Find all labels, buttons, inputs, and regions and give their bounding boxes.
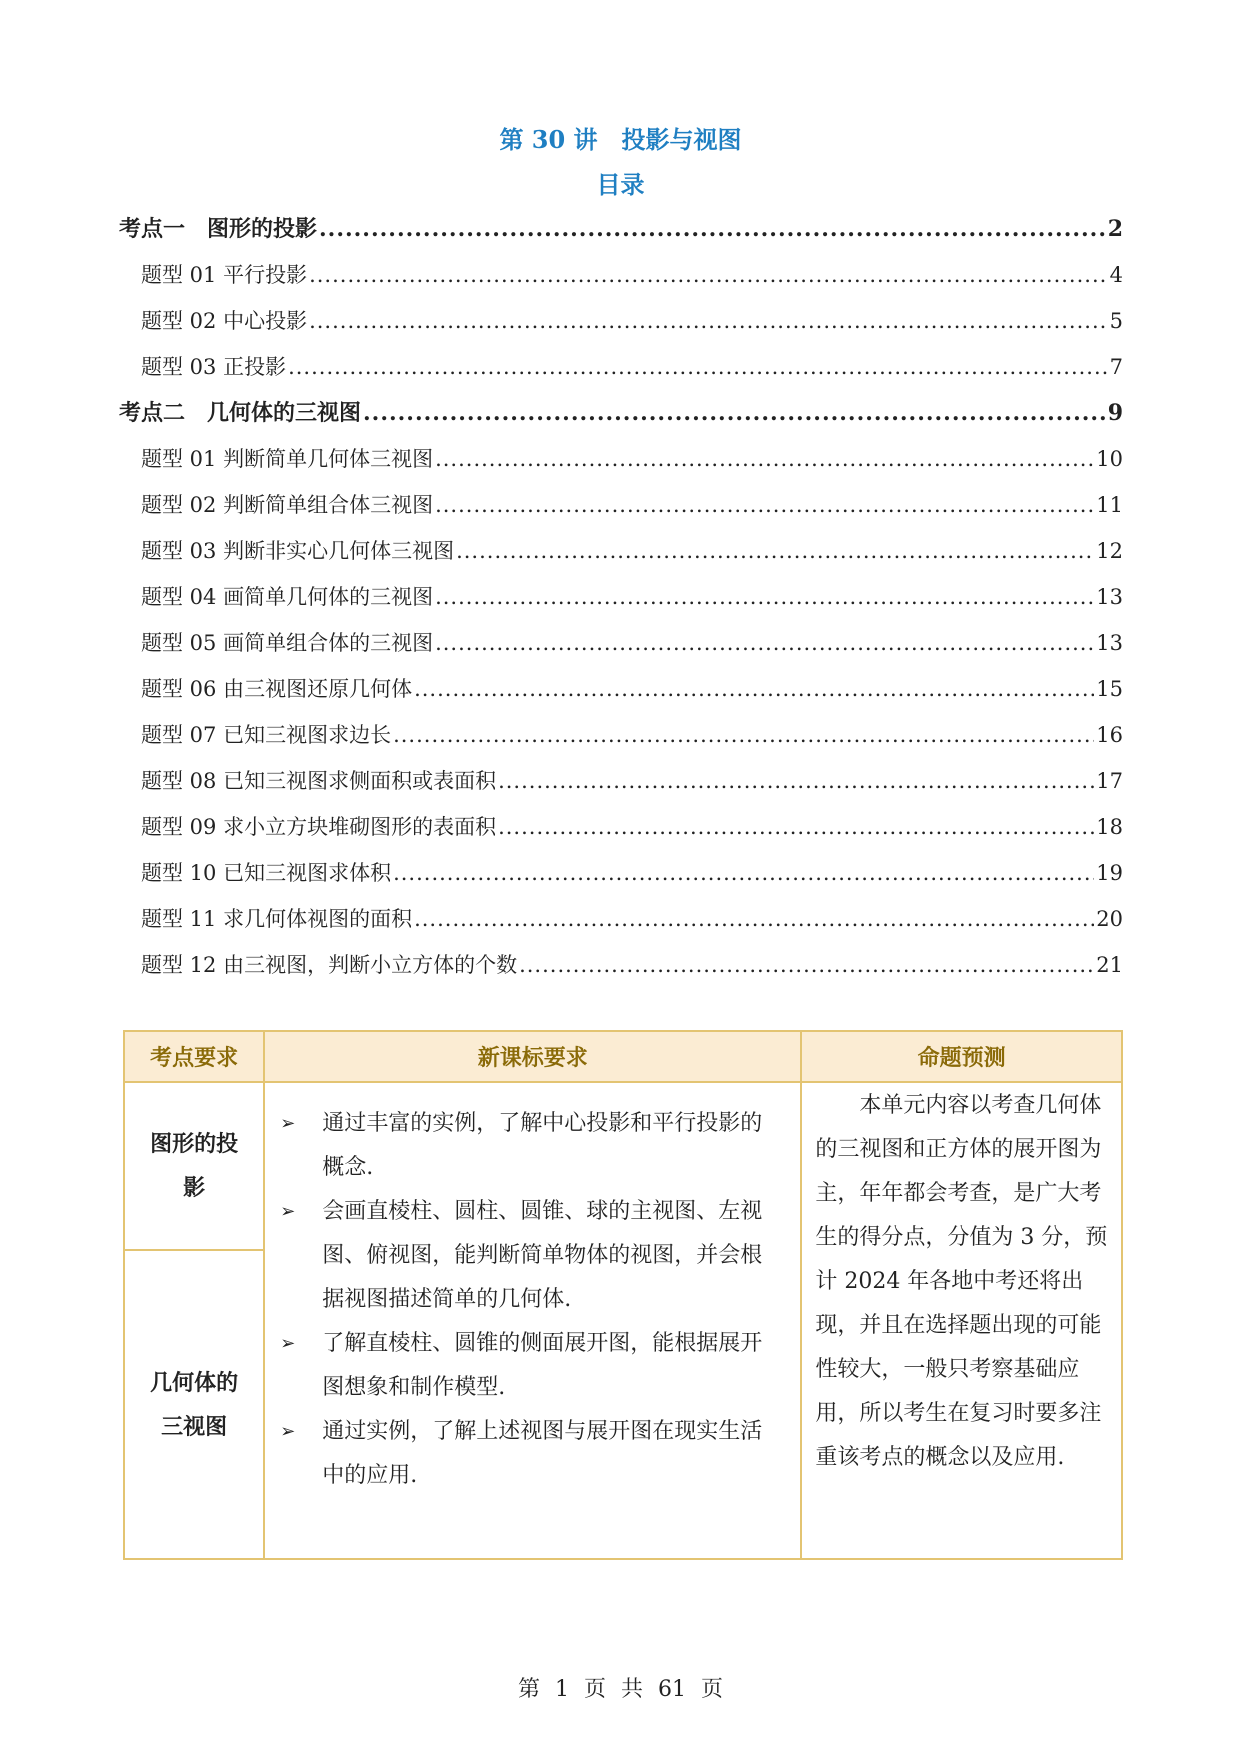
toc-section-link[interactable] <box>119 206 1123 252</box>
dot-leader <box>363 390 1106 436</box>
toc-label: 题型 03 正投影 <box>141 355 287 379</box>
toc-label: 题型 02 判断简单组合体三视图 <box>141 493 434 517</box>
toc-label: 题型 03 判断非实心几何体三视图 <box>141 539 455 563</box>
dot-leader <box>414 896 1094 942</box>
toc-label: 题型 07 已知三视图求边长 <box>141 723 392 747</box>
toc-label: 题型 09 求小立方块堆砌图形的表面积 <box>141 815 497 839</box>
toc-page-number: 20 <box>1096 907 1123 931</box>
curriculum-cell <box>264 1082 801 1559</box>
dot-leader <box>519 942 1094 988</box>
dot-leader <box>435 482 1094 528</box>
toc-page-number: 18 <box>1096 815 1123 839</box>
toc-page-number: 9 <box>1107 400 1123 426</box>
dot-leader <box>309 252 1108 298</box>
toc-label: 题型 05 画简单组合体的三视图 <box>141 631 434 655</box>
toc-item-link[interactable] <box>119 896 1123 942</box>
table-header-row <box>124 1031 1122 1082</box>
point-line: 三视图 <box>161 1413 228 1440</box>
toc-label: 题型 08 已知三视图求侧面积或表面积 <box>141 769 497 793</box>
header-exam-point: 考点要求 <box>124 1031 264 1082</box>
dot-leader <box>414 666 1094 712</box>
arrow-bullet-icon: ➢ <box>280 1113 296 1134</box>
point-line: 影 <box>183 1175 206 1201</box>
toc-page-number: 2 <box>1107 216 1123 242</box>
dot-leader <box>435 574 1094 620</box>
toc-label: 题型 06 由三视图还原几何体 <box>141 677 413 701</box>
toc-item-link[interactable] <box>119 574 1123 620</box>
toc-item-link[interactable] <box>119 436 1123 482</box>
table-row <box>124 1082 1122 1250</box>
toc-item-link[interactable] <box>119 804 1123 850</box>
toc-page-number: 19 <box>1096 861 1123 885</box>
dot-leader <box>435 436 1094 482</box>
toc-item-link[interactable] <box>119 344 1123 390</box>
toc-label: 考点一 图形的投影 <box>119 216 318 242</box>
toc-label: 题型 10 已知三视图求体积 <box>141 861 392 885</box>
toc-page-number: 5 <box>1109 309 1123 333</box>
toc-item-link[interactable] <box>119 298 1123 344</box>
dot-leader <box>498 758 1094 804</box>
dot-leader <box>393 850 1094 896</box>
page-footer: 第 1 页 共 61 页 <box>518 1677 723 1702</box>
toc-item-link[interactable] <box>119 712 1123 758</box>
toc-page-number: 4 <box>1109 263 1123 287</box>
dot-leader <box>288 344 1108 390</box>
toc-label: 题型 12 由三视图，判断小立方体的个数 <box>141 953 518 977</box>
toc-label: 题型 11 求几何体视图的面积 <box>141 907 413 931</box>
curriculum-list <box>266 1102 799 1498</box>
toc-label: 考点二 几何体的三视图 <box>119 400 362 426</box>
toc-page-number: 15 <box>1096 677 1123 701</box>
toc-page-number: 10 <box>1096 447 1123 471</box>
toc-item-link[interactable] <box>119 252 1123 298</box>
dot-leader <box>498 804 1094 850</box>
table-of-contents <box>119 206 1123 988</box>
list-item: ➢ 通过丰富的实例，了解中心投影和平行投影的概念. <box>280 1102 781 1190</box>
toc-item-link[interactable] <box>119 666 1123 712</box>
dot-leader <box>393 712 1094 758</box>
point-line: 几何体的 <box>150 1369 239 1396</box>
list-item: ➢ 通过实例，了解上述视图与展开图在现实生活中的应用. <box>280 1410 781 1498</box>
arrow-bullet-icon: ➢ <box>280 1421 296 1442</box>
toc-label: 题型 01 判断简单几何体三视图 <box>141 447 434 471</box>
toc-page-number: 13 <box>1096 585 1123 609</box>
header-curriculum: 新课标要求 <box>264 1031 801 1082</box>
exam-point-three-views <box>124 1250 264 1559</box>
prediction-text: 本单元内容以考查几何体的三视图和正方体的展开图为主，年年都会考查，是广大考生的得分点，分值为 3 分，预计 2024 年各地中考还将出现，并且在选择题出现的可能性较大，一般只考察基础应用，所以考生在复习时要多注重该考点的概念以及应用. <box>815 1093 1108 1470</box>
toc-item-link[interactable] <box>119 528 1123 574</box>
toc-page-number: 11 <box>1096 493 1123 517</box>
toc-page-number: 16 <box>1096 723 1123 747</box>
requirements-table <box>123 1030 1123 1560</box>
dot-leader <box>456 528 1094 574</box>
dot-leader <box>319 206 1106 252</box>
header-prediction: 命题预测 <box>801 1031 1122 1082</box>
arrow-bullet-icon: ➢ <box>280 1333 296 1354</box>
toc-page-number: 21 <box>1096 953 1123 977</box>
list-item: ➢ 了解直棱柱、圆锥的侧面展开图，能根据展开图想象和制作模型. <box>280 1322 781 1410</box>
toc-item-link[interactable] <box>119 620 1123 666</box>
toc-label: 题型 02 中心投影 <box>141 309 308 333</box>
exam-point-projection <box>124 1082 264 1250</box>
toc-label: 题型 01 平行投影 <box>141 263 308 287</box>
document-title: 第 30 讲 投影与视图 <box>499 125 742 154</box>
list-item: ➢ 会画直棱柱、圆柱、圆锥、球的主视图、左视图、俯视图，能判断简单物体的视图，并会根据视图描述简单的几何体. <box>280 1190 781 1322</box>
toc-label: 题型 04 画简单几何体的三视图 <box>141 585 434 609</box>
toc-section-link[interactable] <box>119 390 1123 436</box>
toc-item-link[interactable] <box>119 482 1123 528</box>
point-line: 图形的投 <box>150 1131 239 1157</box>
dot-leader <box>435 620 1094 666</box>
arrow-bullet-icon: ➢ <box>280 1201 296 1222</box>
toc-item-link[interactable] <box>119 942 1123 988</box>
toc-page-number: 13 <box>1096 631 1123 655</box>
toc-page-number: 17 <box>1096 769 1123 793</box>
dot-leader <box>309 298 1108 344</box>
prediction-cell <box>801 1082 1122 1559</box>
toc-page-number: 12 <box>1096 539 1123 563</box>
toc-heading: 目录 <box>596 170 645 199</box>
toc-item-link[interactable] <box>119 758 1123 804</box>
toc-page-number: 7 <box>1109 355 1123 379</box>
toc-item-link[interactable] <box>119 850 1123 896</box>
